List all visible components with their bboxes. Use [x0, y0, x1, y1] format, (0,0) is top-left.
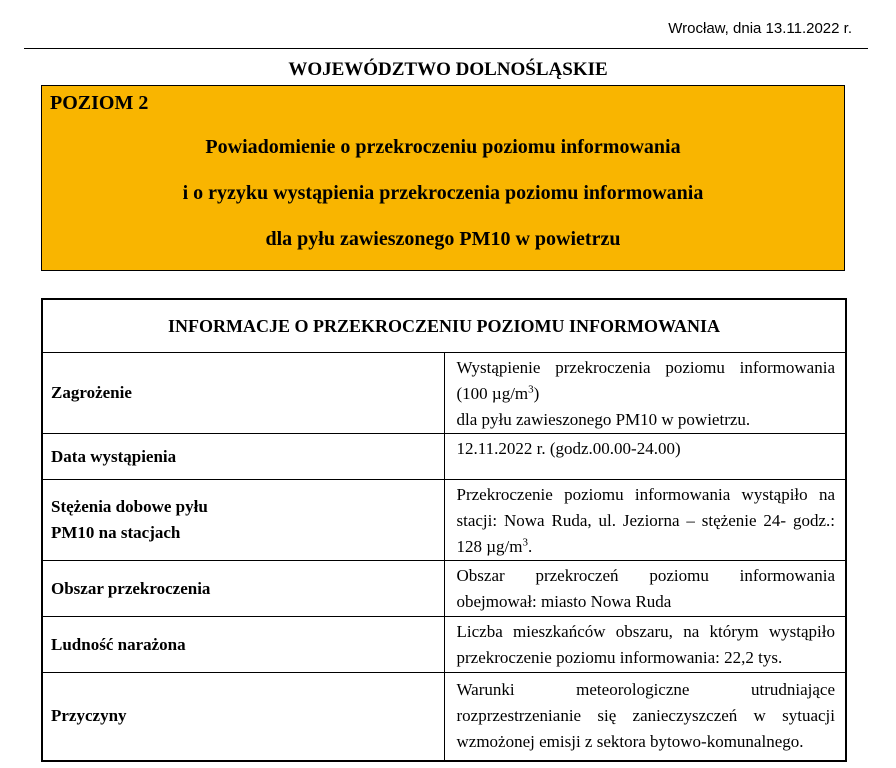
- row-value-area: Obszar przekroczeń poziomu informowania obejmował: miasto Nowa Ruda: [444, 561, 846, 617]
- table-header-row: [42, 299, 846, 353]
- row-label-date: Data wystąpienia: [42, 434, 444, 480]
- concentrations-text-end: .: [528, 537, 533, 556]
- row-label-population: Ludność narażona: [42, 617, 444, 673]
- threat-text-2: dla pyłu zawieszonego PM10 w powietrzu.: [456, 410, 751, 429]
- region-heading: WOJEWÓDZTWO DOLNOŚLĄSKIE: [288, 59, 608, 80]
- row-value-concentrations: [444, 480, 846, 561]
- alert-title-line-3: dla pyłu zawieszonego PM10 w powietrzu: [265, 228, 621, 250]
- row-value-population: Liczba mieszkańców obszaru, na którym wystąpiło przekroczenie poziomu informowania: 22,2 tys.: [444, 617, 846, 673]
- concentrations-unit-superscript: 3: [522, 536, 528, 549]
- table-row-threat: [42, 353, 846, 434]
- header-divider: [24, 48, 868, 49]
- row-label-area: Obszar przekroczenia: [42, 561, 444, 617]
- row-value-causes: Warunki meteorologiczne utrudniające rozprzestrzenianie się zanieczyszczeń w sytuacji wzmożonej emisji z sektora bytowo-komunalnego.: [444, 673, 846, 761]
- table-row-concentrations: [42, 480, 846, 561]
- threat-unit-superscript: 3: [528, 383, 534, 396]
- row-label-threat: Zagrożenie: [42, 353, 444, 434]
- table-row-area: [42, 561, 846, 617]
- alert-title-line-2: i o ryzyku wystąpienia przekroczenia poziomu informowania: [182, 182, 704, 204]
- concentrations-text: Przekroczenie poziomu informowania wystąpiło na stacji: Nowa Ruda, ul. Jeziorna – stężenie 24- godz.: 128 µg/m: [456, 485, 835, 556]
- row-value-threat: [444, 353, 846, 434]
- alert-level: POZIOM 2: [50, 92, 149, 114]
- concentrations-label-1: Stężenia dobowe pyłu: [51, 497, 208, 516]
- concentrations-label-2: PM10 na stacjach: [51, 523, 181, 542]
- document-date: Wrocław, dnia 13.11.2022 r.: [668, 20, 852, 37]
- table-row-causes: [42, 673, 846, 761]
- alert-banner: [41, 85, 845, 271]
- threat-text-1: Wystąpienie przekroczenia poziomu informowania (100 µg/m: [456, 358, 835, 403]
- threat-text-1-end: ): [533, 384, 540, 403]
- exceedance-info-table: [41, 298, 847, 762]
- alert-title-line-1: Powiadomienie o przekroczeniu poziomu informowania: [205, 136, 681, 158]
- table-row-population: [42, 617, 846, 673]
- table-row-date: [42, 434, 846, 480]
- row-label-concentrations: [42, 480, 444, 561]
- table-title: INFORMACJE O PRZEKROCZENIU POZIOMU INFORMOWANIA: [42, 299, 846, 353]
- row-label-causes: Przyczyny: [42, 673, 444, 761]
- row-value-date: 12.11.2022 r. (godz.00.00-24.00): [444, 434, 846, 480]
